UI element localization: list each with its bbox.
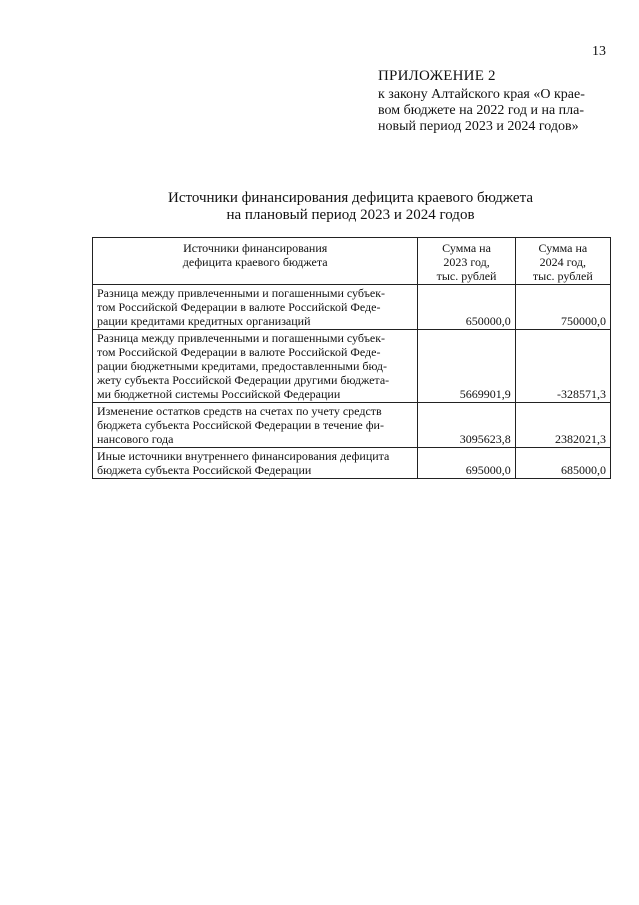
row-sum-2024: 2382021,3 bbox=[515, 403, 610, 448]
document-title bbox=[92, 190, 609, 224]
row-sum-2023: 5669901,9 bbox=[418, 330, 515, 403]
row-source-name: Изменение остатков средств на счетах по учету средств бюджета субъекта Российской Федерации в течение фи- нансового года bbox=[93, 403, 418, 448]
page-number: 13 bbox=[592, 44, 606, 59]
row-sum-2024: 750000,0 bbox=[515, 285, 610, 330]
table-row bbox=[93, 448, 611, 479]
table-row bbox=[93, 403, 611, 448]
row-sum-2024: 685000,0 bbox=[515, 448, 610, 479]
appendix-line: к закону Алтайского края «О крае- bbox=[378, 87, 585, 102]
row-sum-2023: 695000,0 bbox=[418, 448, 515, 479]
budget-sources-table bbox=[92, 237, 611, 479]
table-row bbox=[93, 330, 611, 403]
header-sum-2024: Сумма на 2024 год, тыс. рублей bbox=[515, 238, 610, 285]
appendix-line: новый период 2023 и 2024 годов» bbox=[378, 119, 579, 134]
table-row bbox=[93, 285, 611, 330]
row-sum-2023: 3095623,8 bbox=[418, 403, 515, 448]
header-source: Источники финансирования дефицита краевого бюджета bbox=[93, 238, 418, 285]
row-sum-2024: -328571,3 bbox=[515, 330, 610, 403]
appendix-line: вом бюджете на 2022 год и на пла- bbox=[378, 103, 585, 118]
table-header-row bbox=[93, 238, 611, 285]
document-title-line: на плановый период 2023 и 2024 годов bbox=[226, 207, 475, 223]
document-title-line: Источники финансирования дефицита краевого бюджета bbox=[168, 190, 533, 206]
row-sum-2023: 650000,0 bbox=[418, 285, 515, 330]
row-source-name: Иные источники внутреннего финансирования дефицита бюджета субъекта Российской Федерации bbox=[93, 448, 418, 479]
header-sum-2023: Сумма на 2023 год, тыс. рублей bbox=[418, 238, 515, 285]
appendix-title: ПРИЛОЖЕНИЕ 2 bbox=[378, 68, 496, 84]
appendix-header bbox=[378, 68, 610, 135]
row-source-name: Разница между привлеченными и погашенными субъек- том Российской Федерации в валюте Российской Феде- рации кредитами кредитных организаций bbox=[93, 285, 418, 330]
row-source-name: Разница между привлеченными и погашенными субъек- том Российской Федерации в валюте Российской Феде- рации бюджетными кредитами, предоставленными бюд- жету субъекта Российской Федерации другими бюджета- ми бюджетной системы Российской Федерации bbox=[93, 330, 418, 403]
